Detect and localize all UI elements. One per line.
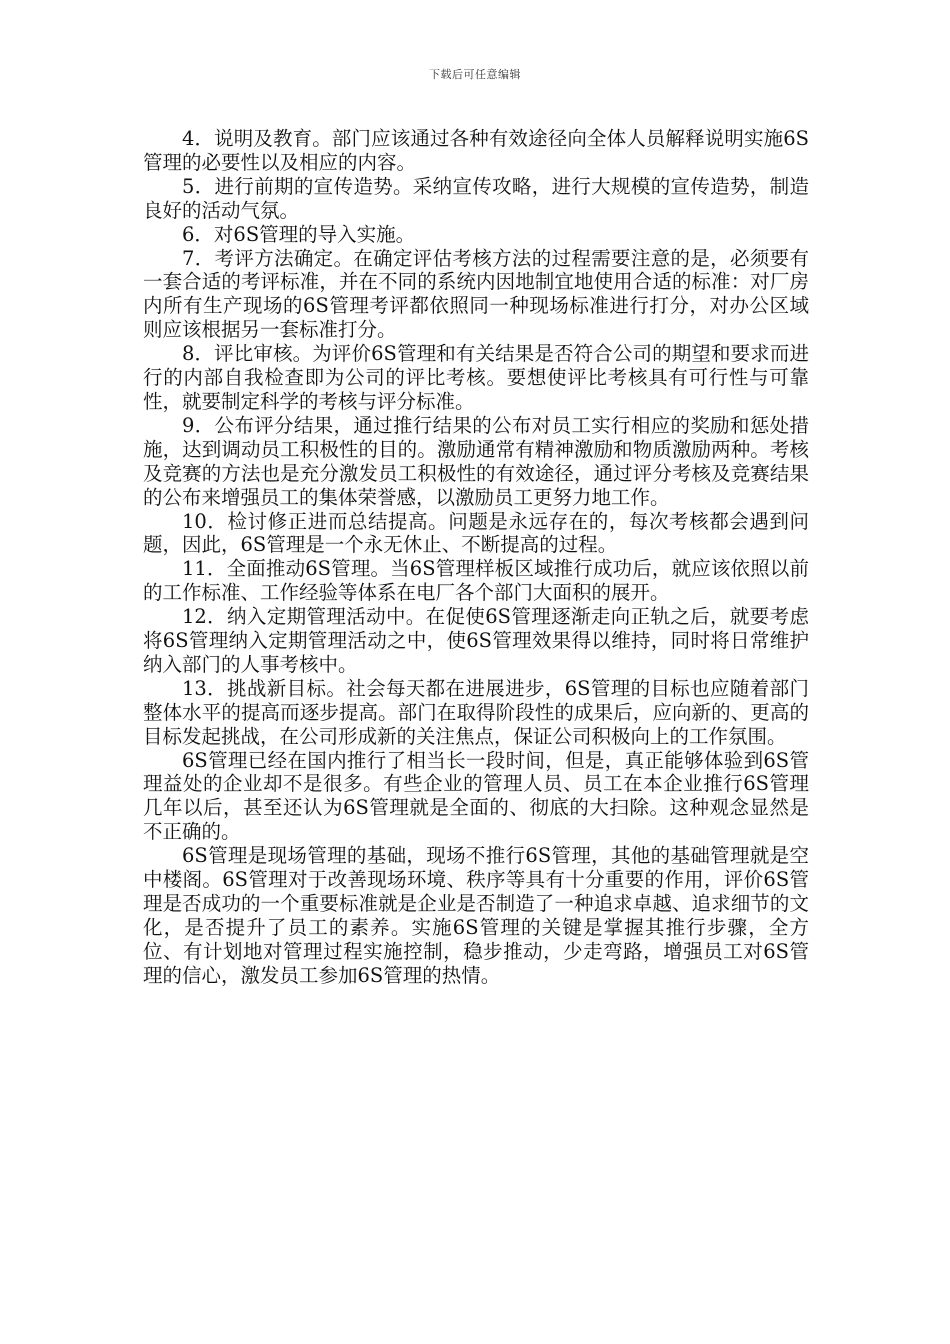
- paragraph-step-5: 5．进行前期的宣传造势。采纳宣传攻略，进行大规模的宣传造势，制造良好的活动气氛。: [143, 174, 809, 222]
- paragraph-step-11: 11．全面推动6S管理。当6S管理样板区域推行成功后，就应该依照以前的工作标准、工作经验等体系在电厂各个部门大面积的展开。: [143, 557, 809, 605]
- paragraph-step-8: 8．评比审核。为评价6S管理和有关结果是否符合公司的期望和要求而进行的内部自我检查即为公司的评比考核。要想使评比考核具有可行性与可靠性，就要制定科学的考核与评分标准。: [143, 342, 809, 413]
- paragraph-step-12: 12．纳入定期管理活动中。在促使6S管理逐渐走向正轨之后，就要考虑将6S管理纳入定期管理活动之中，使6S管理效果得以维持，同时将日常维护纳入部门的人事考核中。: [143, 605, 809, 676]
- paragraph-summary-2: 6S管理是现场管理的基础，现场不推行6S管理，其他的基础管理就是空中楼阁。6S管理对于改善现场环境、秩序等具有十分重要的作用，评价6S管理是否成功的一个重要标准就是企业是否制造了一种追求卓越、追求细节的文化，是否提升了员工的素养。实施6S管理的关键是掌握其推行步骤，全方位、有计划地对管理过程实施控制，稳步推动，少走弯路，增强员工对6S管理的信心，激发员工参加6S管理的热情。: [143, 844, 809, 987]
- paragraph-summary-1: 6S管理已经在国内推行了相当长一段时间，但是，真正能够体验到6S管理益处的企业却不是很多。有些企业的管理人员、员工在本企业推行6S管理几年以后，甚至还认为6S管理就是全面的、彻底的大扫除。这种观念显然是不正确的。: [143, 748, 809, 844]
- paragraph-step-10: 10．检讨修正进而总结提高。问题是永远存在的，每次考核都会遇到问题，因此，6S管理是一个永无休止、不断提高的过程。: [143, 509, 809, 557]
- paragraph-step-13: 13．挑战新目标。社会每天都在进展进步，6S管理的目标也应随着部门整体水平的提高而逐步提高。部门在取得阶段性的成果后，应向新的、更高的目标发起挑战，在公司形成新的关注焦点，保证公司积极向上的工作氛围。: [143, 676, 809, 748]
- page-header-note: 下载后可任意编辑: [429, 68, 521, 81]
- paragraph-step-9: 9．公布评分结果，通过推行结果的公布对员工实行相应的奖励和惩处措施，达到调动员工积极性的目的。激励通常有精神激励和物质激励两种。考核及竞赛的方法也是充分激发员工积极性的有效途径，通过评分考核及竞赛结果的公布来增强员工的集体荣誉感，以激励员工更努力地工作。: [143, 413, 809, 509]
- paragraph-step-6: 6．对6S管理的导入实施。: [182, 222, 416, 246]
- paragraph-step-4: 4．说明及教育。部门应该通过各种有效途径向全体人员解释说明实施6S管理的必要性以及相应的内容。: [143, 127, 809, 174]
- document-body: [143, 127, 809, 988]
- paragraph-step-7: 7．考评方法确定。在确定评估考核方法的过程需要注意的是，必须要有一套合适的考评标准，并在不同的系统内因地制宜地使用合适的标准：对厂房内所有生产现场的6S管理考评都依照同一种现场标准进行打分，对办公区域则应该根据另一套标准打分。: [143, 246, 809, 342]
